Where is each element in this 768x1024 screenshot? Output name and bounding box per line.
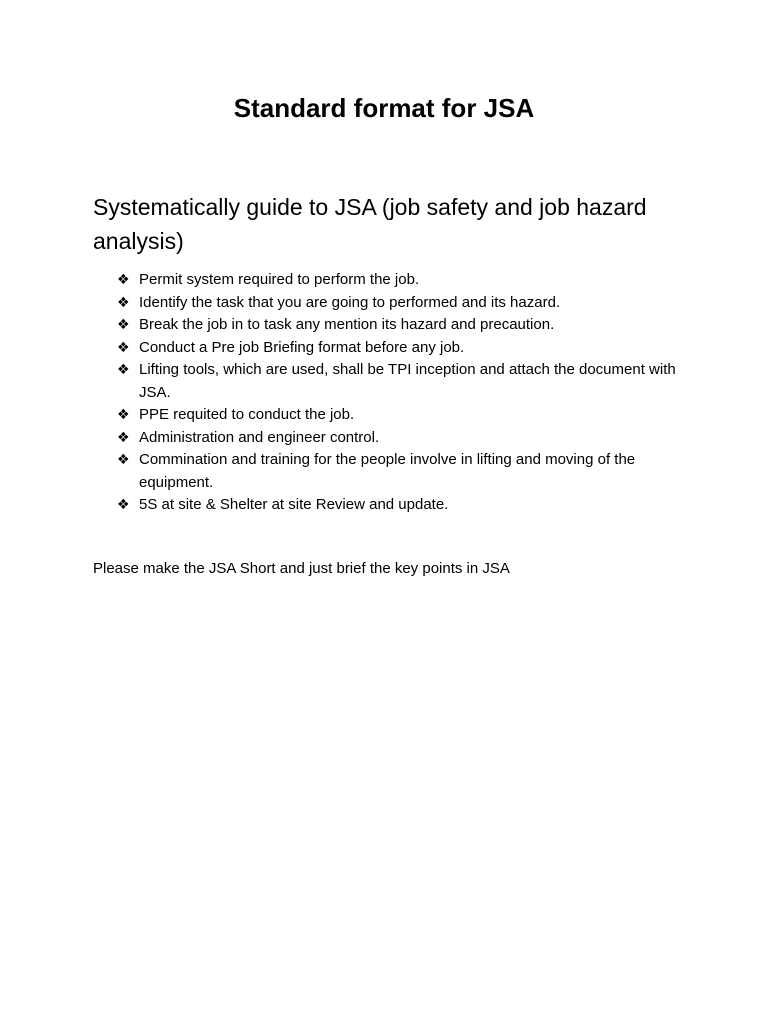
list-item bbox=[93, 314, 683, 337]
list-item-text: PPE requited to conduct the job. bbox=[139, 406, 355, 423]
section-heading: Systematically guide to JSA (job safety and job hazard analysis) bbox=[93, 194, 647, 254]
list-item-text: Conduct a Pre job Briefing format before any job. bbox=[139, 338, 465, 356]
list-item-text: 5S at site & Shelter at site Review and update. bbox=[139, 496, 449, 513]
list-item bbox=[93, 359, 683, 404]
page-title: Standard format for JSA bbox=[233, 93, 535, 123]
diamond-bullet-icon: ❖ bbox=[117, 407, 130, 423]
diamond-bullet-icon: ❖ bbox=[117, 429, 130, 446]
closing-note: Please make the JSA Short and just brief the key points in JSA bbox=[93, 560, 510, 577]
list-item-text: Identify the task that you are going to performed and its hazard. bbox=[139, 293, 561, 311]
list-item-text: Lifting tools, which are used, shall be TPI inception and attach the document with JSA. bbox=[139, 361, 676, 401]
list-item-text: Permit system required to perform the job. bbox=[139, 271, 420, 288]
diamond-bullet-icon: ❖ bbox=[117, 497, 130, 513]
diamond-bullet-icon: ❖ bbox=[117, 317, 130, 333]
list-item bbox=[93, 494, 683, 517]
diamond-bullet-icon: ❖ bbox=[117, 452, 130, 468]
list-item bbox=[93, 269, 683, 292]
list-item bbox=[93, 404, 683, 427]
diamond-bullet-icon: ❖ bbox=[117, 294, 130, 311]
diamond-bullet-icon: ❖ bbox=[117, 339, 130, 356]
list-item bbox=[93, 427, 683, 450]
diamond-bullet-icon: ❖ bbox=[117, 272, 130, 288]
list-item-text: Break the job in to task any mention its hazard and precaution. bbox=[139, 316, 555, 333]
list-item bbox=[93, 337, 683, 360]
list-item bbox=[93, 449, 683, 494]
list-item-text: Administration and engineer control. bbox=[139, 428, 380, 446]
diamond-bullet-icon: ❖ bbox=[117, 362, 130, 378]
list-item-text: Commination and training for the people involve in lifting and moving of the equipment. bbox=[139, 451, 636, 491]
guideline-list bbox=[93, 269, 683, 517]
list-item bbox=[93, 292, 683, 315]
